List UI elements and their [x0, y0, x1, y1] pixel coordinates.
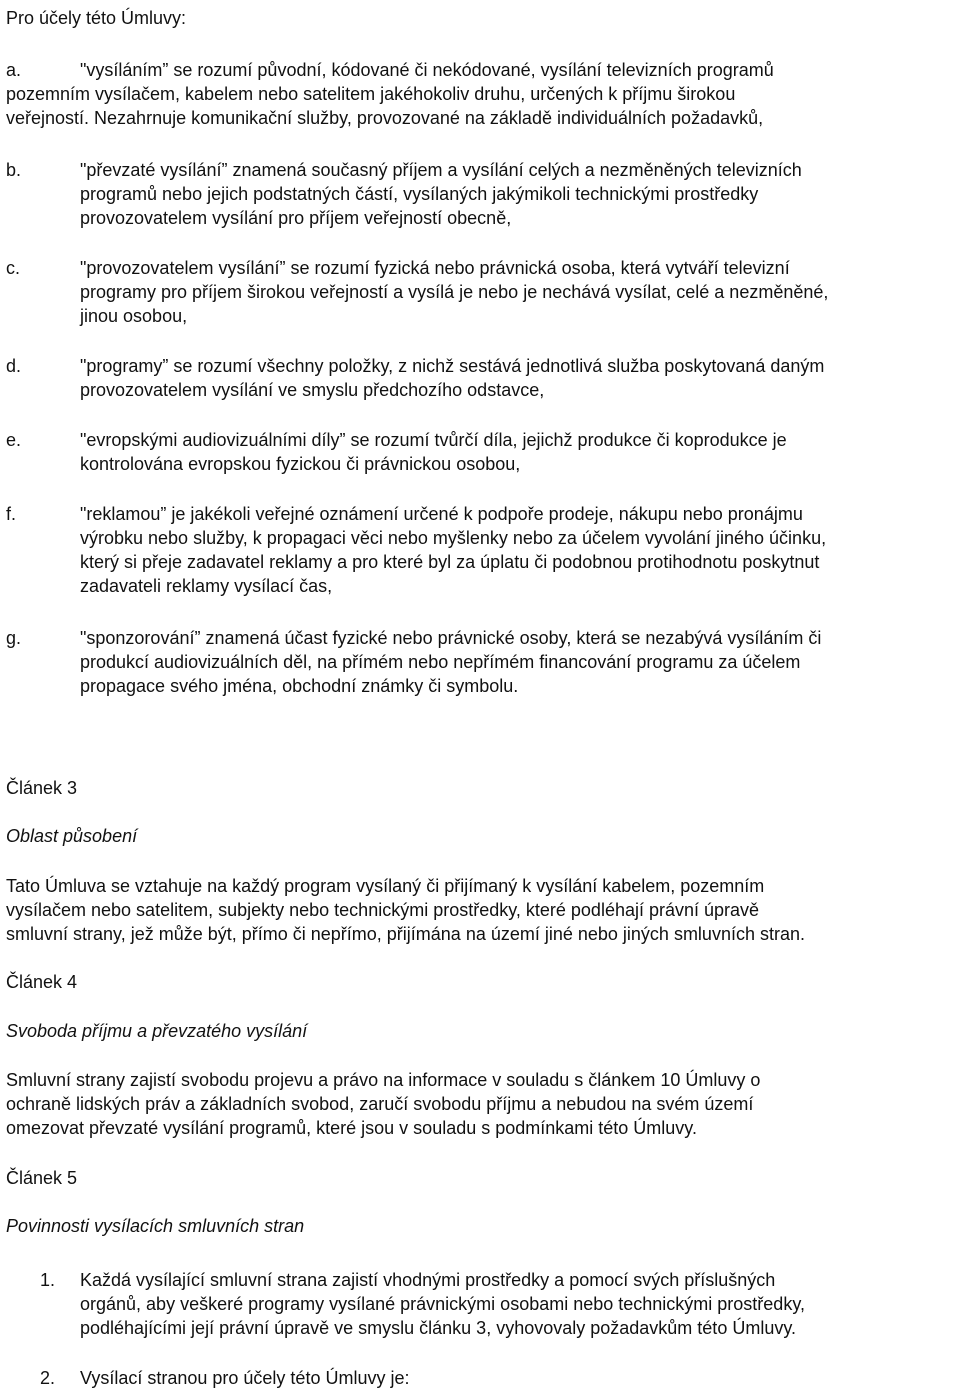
definition-letter: f. — [6, 504, 17, 524]
definition-text — [80, 502, 958, 598]
intro-text: Pro účely této Úmluvy: — [6, 8, 187, 28]
article-3-paragraph — [6, 874, 956, 946]
article-5-subheading: Povinnosti vysílacích smluvních stran — [6, 1216, 305, 1236]
text-line: "převzaté vysílání” znamená současný příjem a vysílání celých a nezměněných televizních — [80, 160, 802, 180]
item-text — [80, 1268, 958, 1340]
text-line: "vysíláním” se rozumí původní, kódované či nekódované, vysílání televizních programů — [80, 60, 774, 80]
text-line: zadavateli reklamy vysílací čas, — [80, 576, 333, 596]
text-line: produkcí audiovizuálních děl, na přímém nebo nepřímém financování programu za účelem — [80, 652, 801, 672]
text-line: orgánů, aby veškeré programy vysílané právnickými osobami nebo technickými prostředky, — [80, 1294, 805, 1314]
definition-text — [80, 256, 958, 328]
text-line: provozovatelem vysílání pro příjem veřejností obecně, — [80, 208, 512, 228]
text-line: kontrolována evropskou fyzickou či právnickou osobou, — [80, 454, 521, 474]
text-line: "reklamou” je jakékoli veřejné oznámení určené k podpoře prodeje, nákupu nebo pronájmu — [80, 504, 803, 524]
definition-letter: d. — [6, 356, 22, 376]
text-line: provozovatelem vysílání ve smyslu předchozího odstavce, — [80, 380, 545, 400]
text-line: pozemním vysílačem, kabelem nebo satelitem jakéhokoliv druhu, určených k příjmu širokou — [6, 84, 736, 104]
text-line: "programy” se rozumí všechny položky, z nichž sestává jednotlivá služba poskytovaná daným — [80, 356, 825, 376]
article-4-paragraph — [6, 1068, 956, 1140]
item-number: 1. — [40, 1270, 56, 1290]
definition-text — [80, 58, 958, 82]
text-line: vysílačem nebo satelitem, subjekty nebo technickými prostředky, které podléhají právní úpravě — [6, 900, 760, 920]
text-line: ochraně lidských práv a základních svobod, zaručí svobodu příjmu a nebudou na svém území — [6, 1094, 754, 1114]
text-line: veřejností. Nezahrnuje komunikační služby, provozované na základě individuálních požadavků, — [6, 108, 764, 128]
definition-text — [80, 354, 958, 402]
definition-letter: a. — [6, 60, 22, 80]
article-4-heading: Článek 4 — [6, 972, 78, 992]
text-line: podléhajícími její právní úpravě ve smyslu článku 3, vyhovovaly požadavkům této Úmluvy. — [80, 1318, 796, 1338]
item-text — [80, 1366, 958, 1390]
text-line: "provozovatelem vysílání” se rozumí fyzická nebo právnická osoba, která vytváří televizní — [80, 258, 790, 278]
text-line: jinou osobou, — [80, 306, 188, 326]
definition-text — [80, 158, 958, 230]
text-line: Smluvní strany zajistí svobodu projevu a právo na informace v souladu s článkem 10 Úmluvy o — [6, 1070, 761, 1090]
text-line: Vysílací stranou pro účely této Úmluvy je: — [80, 1368, 410, 1388]
article-3-heading: Článek 3 — [6, 778, 78, 798]
definition-letter: c. — [6, 258, 21, 278]
text-line: programy pro příjem širokou veřejností a vysílá je nebo je nechává vysílat, celé a nezměněné, — [80, 282, 829, 302]
definition-a-continued — [6, 82, 956, 130]
text-line: propagace svého jména, obchodní známky či symbolu. — [80, 676, 519, 696]
definition-letter: b. — [6, 160, 22, 180]
text-line: Každá vysílající smluvní strana zajistí vhodnými prostředky a pomocí svých příslušných — [80, 1270, 776, 1290]
article-3-subheading: Oblast působení — [6, 826, 138, 846]
article-5-heading: Článek 5 — [6, 1168, 78, 1188]
definition-letter: e. — [6, 430, 22, 450]
text-line: výrobku nebo služby, k propagaci věci nebo myšlenky nebo za účelem vyvolání jiného účinku, — [80, 528, 827, 548]
article-4-subheading: Svoboda příjmu a převzatého vysílání — [6, 1021, 308, 1041]
text-line: programů nebo jejich podstatných částí, vysílaných jakýmikoli technickými prostředky — [80, 184, 759, 204]
definition-letter: g. — [6, 628, 22, 648]
definition-text — [80, 428, 958, 476]
text-line: který si přeje zadavatel reklamy a pro které byl za úplatu či podobnou protihodnotu poskytnut — [80, 552, 820, 572]
item-number: 2. — [40, 1368, 56, 1388]
text-line: Tato Úmluva se vztahuje na každý program vysílaný či přijímaný k vysílání kabelem, pozemním — [6, 876, 765, 896]
text-line: smluvní strany, jež může být, přímo či nepřímo, přijímána na území jiné nebo jiných smluvních stran. — [6, 924, 805, 944]
text-line: "sponzorování” znamená účast fyzické nebo právnické osoby, která se nezabývá vysíláním či — [80, 628, 822, 648]
definition-text — [80, 626, 958, 698]
text-line: "evropskými audiovizuálními díly” se rozumí tvůrčí díla, jejichž produkce či koprodukce je — [80, 430, 787, 450]
text-line: omezovat převzaté vysílání programů, které jsou v souladu s podmínkami této Úmluvy. — [6, 1118, 697, 1138]
